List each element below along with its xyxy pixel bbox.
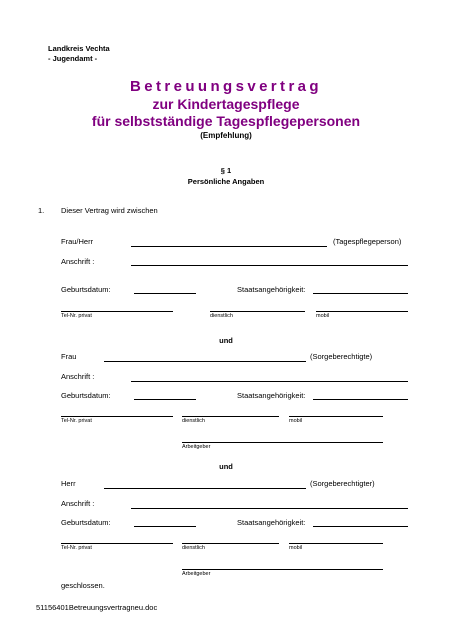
person2-phone-mobile-label: mobil xyxy=(289,418,303,424)
document-title: Betreuungsvertrag xyxy=(129,78,322,95)
person1-phone-private-field[interactable] xyxy=(61,311,173,312)
person2-phone-mobile-field[interactable] xyxy=(289,416,383,417)
person3-address-label: Anschrift : xyxy=(61,499,95,508)
person3-phone-work-field[interactable] xyxy=(182,543,279,544)
person3-nationality-field[interactable] xyxy=(313,526,408,527)
person2-employer-field[interactable] xyxy=(182,442,383,443)
person2-phone-work-label: dienstlich xyxy=(182,418,205,424)
org-department: - Jugendamt - xyxy=(48,54,98,63)
person1-phone-work-field[interactable] xyxy=(210,311,305,312)
person3-phone-mobile-label: mobil xyxy=(289,545,303,551)
person2-role-label: (Sorgeberechtigte) xyxy=(310,352,373,361)
person2-phone-private-field[interactable] xyxy=(61,416,173,417)
person2-birthdate-label: Geburtsdatum: xyxy=(61,391,111,400)
person1-birthdate-label: Geburtsdatum: xyxy=(61,285,111,294)
person3-name-field[interactable] xyxy=(104,488,306,489)
person2-address-label: Anschrift : xyxy=(61,372,95,381)
person1-phone-mobile-field[interactable] xyxy=(316,311,408,312)
item-text: Dieser Vertrag wird zwischen xyxy=(61,206,158,215)
person2-employer-label: Arbeitgeber xyxy=(182,444,211,450)
section-heading: Persönliche Angaben xyxy=(187,177,265,186)
person2-name-field[interactable] xyxy=(104,361,306,362)
document-subtitle-1: zur Kindertagespflege xyxy=(152,96,300,112)
conjunction-and-1: und xyxy=(219,336,233,345)
person2-nationality-label: Staatsangehörigkeit: xyxy=(237,391,306,400)
person3-phone-mobile-field[interactable] xyxy=(289,543,383,544)
item-number: 1. xyxy=(38,206,45,215)
person2-nationality-field[interactable] xyxy=(313,399,408,400)
person2-address-field[interactable] xyxy=(131,381,408,382)
person3-phone-work-label: dienstlich xyxy=(182,545,205,551)
person3-name-label: Herr xyxy=(61,479,76,488)
conjunction-and-2: und xyxy=(219,462,233,471)
person1-nationality-field[interactable] xyxy=(313,293,408,294)
person1-address-label: Anschrift : xyxy=(61,257,95,266)
person2-phone-work-field[interactable] xyxy=(182,416,279,417)
footer-filename: 51156401Betreuungsvertragneu.doc xyxy=(36,603,158,612)
person1-nationality-label: Staatsangehörigkeit: xyxy=(237,285,306,294)
person3-role-label: (Sorgeberechtigter) xyxy=(310,479,375,488)
person3-birthdate-label: Geburtsdatum: xyxy=(61,518,111,527)
person3-phone-private-field[interactable] xyxy=(61,543,173,544)
section-number: § 1 xyxy=(220,166,232,175)
person1-name-label: Frau/Herr xyxy=(61,237,94,246)
person2-phone-private-label: Tel-Nr. privat xyxy=(61,418,92,424)
person1-name-field[interactable] xyxy=(131,246,327,247)
person3-address-field[interactable] xyxy=(131,508,408,509)
org-name: Landkreis Vechta xyxy=(48,44,110,53)
person1-phone-private-label: Tel-Nr. privat xyxy=(61,313,92,319)
person2-birthdate-field[interactable] xyxy=(134,399,196,400)
person1-phone-work-label: dienstlich xyxy=(210,313,233,319)
document-subtitle-2: für selbstständige Tagespflegepersonen xyxy=(91,113,361,129)
person1-phone-mobile-label: mobil xyxy=(316,313,330,319)
person1-birthdate-field[interactable] xyxy=(134,293,196,294)
document-note: (Empfehlung) xyxy=(200,131,252,140)
person3-employer-label: Arbeitgeber xyxy=(182,571,211,577)
closing-text: geschlossen. xyxy=(61,581,105,590)
person3-birthdate-field[interactable] xyxy=(134,526,196,527)
person3-phone-private-label: Tel-Nr. privat xyxy=(61,545,92,551)
person1-address-field[interactable] xyxy=(131,265,408,266)
person3-employer-field[interactable] xyxy=(182,569,383,570)
person2-name-label: Frau xyxy=(61,352,77,361)
person1-role-label: (Tagespflegeperson) xyxy=(333,237,402,246)
person3-nationality-label: Staatsangehörigkeit: xyxy=(237,518,306,527)
